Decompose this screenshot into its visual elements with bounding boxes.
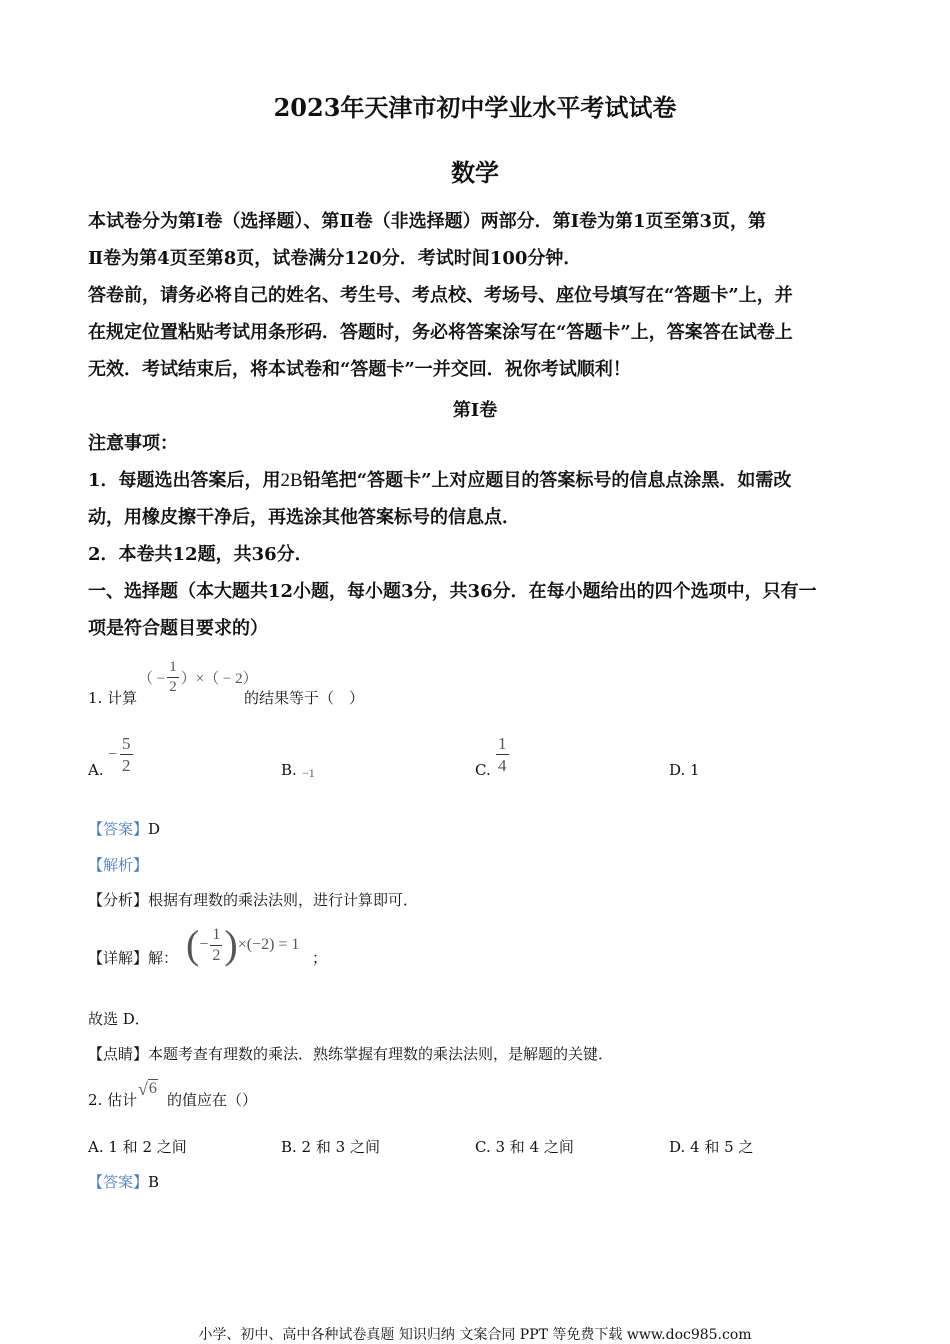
q2-sqrt: √ 6 xyxy=(138,1079,157,1099)
notes-item-1: 1．每题选出答案后，用2B铅笔把“答题卡”上对应题目的答案标号的信息点涂黑．如需改 xyxy=(88,470,792,491)
q1-option-b-value: −1 xyxy=(302,766,315,780)
q1-prefix: 1. 计算 xyxy=(88,689,138,707)
q2-option-c: C. 3 和 4 之间 xyxy=(475,1138,574,1156)
pencil-grade: 2B xyxy=(280,470,303,491)
intro-line: 答卷前，请务必将自己的姓名、考生号、考点校、考场号、座位号填写在“答题卡”上，并 xyxy=(88,285,793,306)
exam-title: 2023年天津市初中学业水平考试试卷 xyxy=(273,93,677,122)
q1-answer: 【答案】D xyxy=(88,820,161,838)
q1-option-b-label: B. xyxy=(281,761,297,779)
intro-line: Ⅱ卷为第4页至第8页，试卷满分120分．考试时间100分钟． xyxy=(88,248,582,269)
q1-analysis-tag: 【解析】 xyxy=(88,856,149,874)
q1-detail-end: ； xyxy=(312,949,328,967)
notes-heading: 注意事项： xyxy=(88,433,178,454)
q2-suffix: 的值应在（） xyxy=(167,1091,258,1109)
intro-paragraph xyxy=(88,203,868,388)
q1-option-c-label: C. xyxy=(475,761,491,779)
q2-option-b: B. 2 和 3 之间 xyxy=(281,1138,380,1156)
section-title: 第Ⅰ卷 xyxy=(452,400,498,421)
q1-frac-den: 2 xyxy=(169,679,177,695)
part1-heading: 一、选择题（本大题共12小题，每小题3分，共36分．在每小题给出的四个选项中，只有一 xyxy=(88,581,817,602)
q1-detail-tag: 【详解】解： xyxy=(88,949,179,967)
q1-option-a-label: A. xyxy=(88,761,104,779)
q1-suffix: 的结果等于（ ） xyxy=(244,689,365,707)
q1-fenxi: 【分析】根据有理数的乘法法则，进行计算即可． xyxy=(88,891,419,909)
q1-frac-num: 1 xyxy=(167,660,179,678)
q1-detail-expression: ( − $\frac{1}{2}$ ) ×(−2) = 1 xyxy=(186,922,300,967)
part1-heading-cont: 项是符合题目要求的） xyxy=(88,618,268,639)
answer-tag: 【答案】 xyxy=(88,1173,149,1191)
q2-option-d: D. 4 和 5 之 xyxy=(669,1138,754,1156)
q1-option-c-value: $\frac{1}{4}$ xyxy=(498,734,507,775)
notes-block xyxy=(88,425,868,647)
q1-option-d: D. 1 xyxy=(669,761,700,779)
subject-title: 数学 xyxy=(451,158,499,187)
page-footer: 小学、初中、高中各种试卷真题 知识归纳 文案合同 PPT 等免费下载 www.doc985.com xyxy=(198,1327,752,1343)
q1-expression: （ − $\frac{1}{2}$ ）×（ − 2） xyxy=(138,659,258,695)
intro-line: 本试卷分为第Ⅰ卷（选择题）、第Ⅱ卷（非选择题）两部分．第Ⅰ卷为第1页至第3页，第 xyxy=(88,211,767,232)
answer-tag: 【答案】 xyxy=(88,820,149,838)
intro-line: 无效．考试结束后，将本试卷和“答题卡”一并交回．祝你考试顺利！ xyxy=(88,359,631,380)
intro-line: 在规定位置粘贴考试用条形码．答题时，务必将答案涂写在“答题卡”上，答案答在试卷上 xyxy=(88,322,793,343)
q2-answer: 【答案】B xyxy=(88,1173,160,1191)
q1-conclusion: 故选 D． xyxy=(88,1010,150,1028)
q1-comment: 【点睛】本题考查有理数的乘法．熟练掌握有理数的乘法法则，是解题的关键． xyxy=(88,1045,614,1063)
q2-option-a: A. 1 和 2 之间 xyxy=(88,1138,187,1156)
notes-item-2: 2．本卷共12题，共36分． xyxy=(88,544,313,565)
notes-item-1-cont: 动，用橡皮擦干净后，再选涂其他答案标号的信息点． xyxy=(88,507,520,528)
q1-option-a-value: − $\frac{5}{2}$ xyxy=(108,734,131,775)
q2-radicand: 6 xyxy=(148,1080,157,1097)
q2-prefix: 2. 估计 xyxy=(88,1091,138,1109)
